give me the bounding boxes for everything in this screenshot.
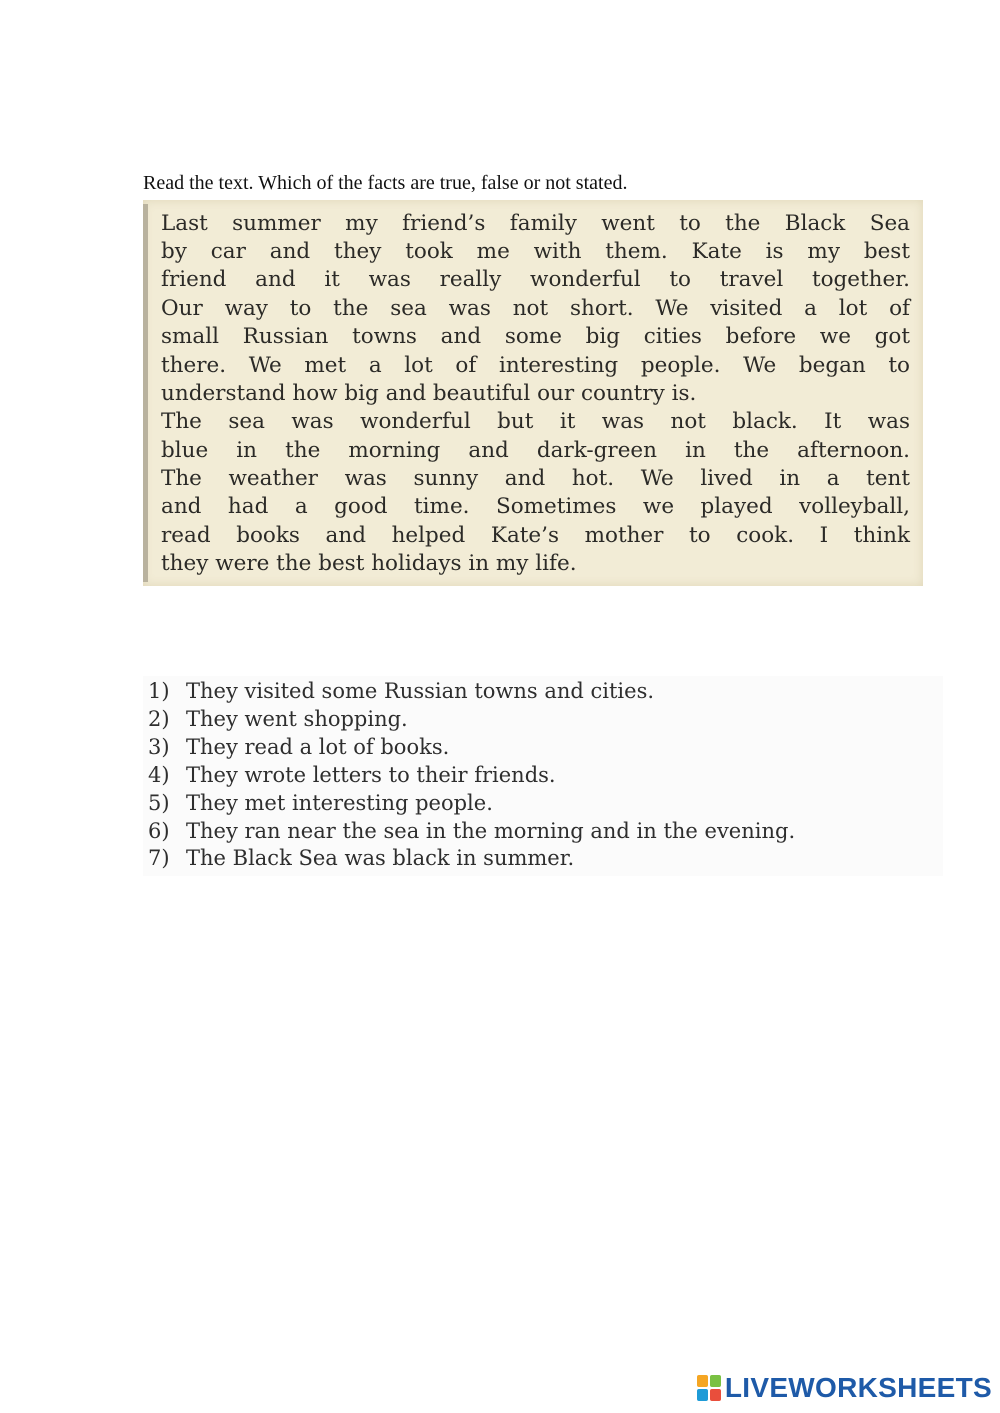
instruction-text: Read the text. Which of the facts are true, false or not stated. [143,172,628,194]
passage-line: and had a good time. Sometimes we played volleyball, [161,494,910,519]
statement-text: The Black Sea was black in summer. [186,846,575,870]
logo-tile [710,1375,721,1387]
statement-item [148,761,556,789]
statement-text: They went shopping. [186,707,408,731]
reading-passage [143,200,923,586]
passage-line: Our way to the sea was not short. We visited a lot of [161,296,910,321]
passage-line: blue in the morning and dark-green in the afternoon. [161,438,910,463]
passage-line: friend and it was really wonderful to travel together. [161,267,910,292]
statement-text: They ran near the sea in the morning and in the evening. [186,819,796,843]
passage-left-edge [143,204,148,582]
statements-list [143,676,943,876]
passage-line: there. We met a lot of interesting people. We began to [161,353,910,378]
statement-number: 6) [148,819,170,843]
logo-tile [710,1389,721,1401]
liveworksheets-logo-icon [697,1375,721,1401]
passage-line: The sea was wonderful but it was not black. It was [161,409,910,434]
statement-number: 4) [148,763,170,787]
statement-text: They visited some Russian towns and cities. [186,679,655,703]
statement-text: They met interesting people. [186,791,493,815]
passage-line: read books and helped Kate’s mother to cook. I think [161,523,910,548]
passage-line: small Russian towns and some big cities before we got [161,324,910,349]
statement-number: 1) [148,679,170,703]
passage-line: they were the best holidays in my life. [161,551,577,576]
brand-name: LIVEWORKSHEETS [724,1372,992,1403]
liveworksheets-brand[interactable] [697,1371,992,1405]
statement-text: They wrote letters to their friends. [186,763,556,787]
logo-tile [697,1375,708,1387]
statement-number: 3) [148,735,170,759]
passage-line: The weather was sunny and hot. We lived in a tent [161,466,910,491]
statement-item [148,789,493,817]
statement-item [148,677,654,705]
statement-text: They read a lot of books. [186,735,450,759]
passage-line: by car and they took me with them. Kate is my best [161,239,910,264]
statement-number: 5) [148,791,170,815]
passage-line: understand how big and beautiful our country is. [161,381,697,406]
statement-number: 7) [148,846,170,870]
statement-item [148,733,449,761]
logo-tile [697,1389,708,1401]
statement-item [148,705,408,733]
statement-item [148,844,574,872]
passage-line: Last summer my friend’s family went to the Black Sea [161,211,910,236]
statement-item [148,817,795,845]
statement-number: 2) [148,707,170,731]
